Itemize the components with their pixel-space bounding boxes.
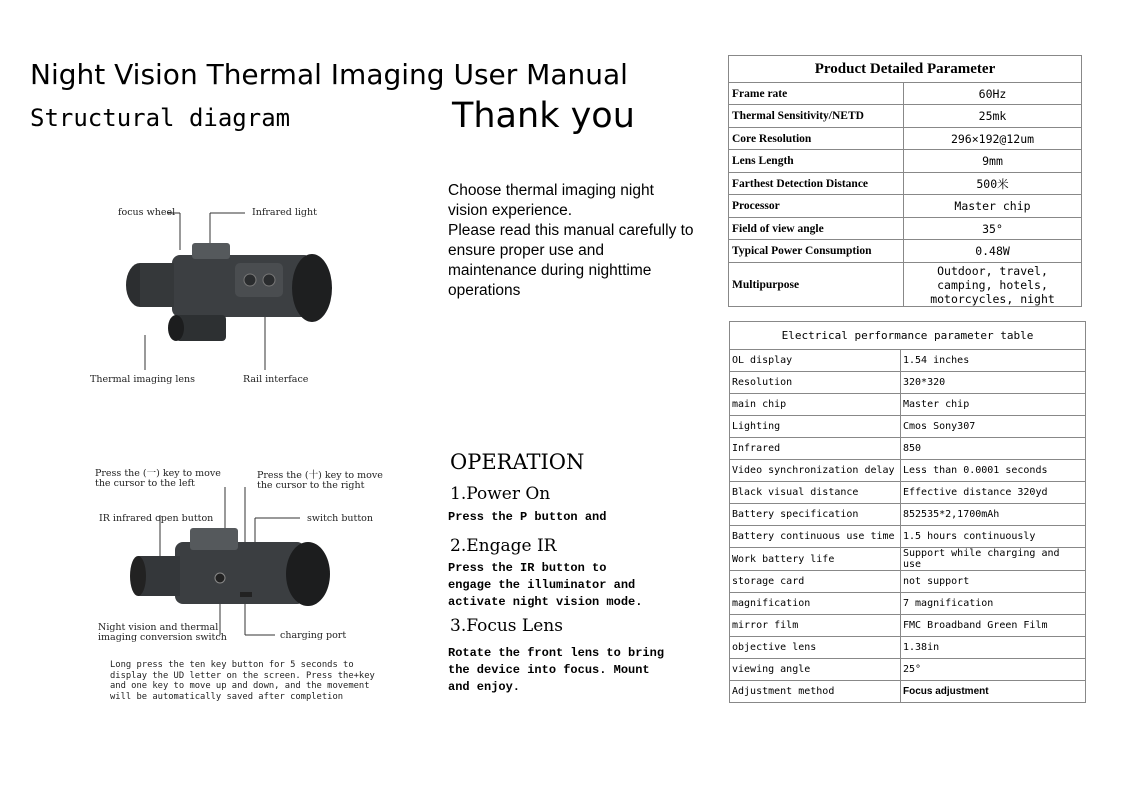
intro-line: operations [448, 282, 521, 299]
table-row: Multipurpose Outdoor, travel, camping, hotels, motorcycles, night [729, 263, 1082, 307]
intro-paragraph [448, 181, 718, 301]
page-title: Night Vision Thermal Imaging User Manual [30, 58, 628, 91]
plus-key-label: Press the (十) key to move the cursor to the right [257, 470, 383, 491]
product-table-title: Product Detailed Parameter [729, 56, 1082, 83]
table-row: Adjustment method Focus adjustment [730, 681, 1086, 703]
electrical-parameter-table [729, 321, 1086, 703]
ir-button-label: IR infrared open button [99, 513, 214, 524]
table-row: Black visual distance Effective distance 320yd [730, 482, 1086, 504]
thermal-lens-label: Thermal imaging lens [90, 374, 196, 385]
thank-you-heading: Thank you [452, 96, 635, 136]
step-power-on-heading: 1.Power On [450, 484, 551, 504]
table-row: Farthest Detection Distance 500米 [729, 173, 1082, 195]
structural-diagram-title: Structural diagram [30, 104, 291, 132]
table-row: Resolution 320*320 [730, 372, 1086, 394]
table-row: Lighting Cmos Sony307 [730, 416, 1086, 438]
conversion-switch-label: Night vision and thermal imaging conversion switch [98, 622, 227, 643]
intro-line: Choose thermal imaging night [448, 182, 654, 199]
intro-line: Please read this manual carefully to [448, 222, 694, 239]
step-engage-ir-text: Press the IR button to engage the illuminator and activate night vision mode. [448, 561, 643, 609]
table-row: Video synchronization delay Less than 0.0001 seconds [730, 460, 1086, 482]
table-row: objective lens 1.38in [730, 637, 1086, 659]
table-row: Work battery life Support while charging and use [730, 548, 1086, 571]
table-row: Core Resolution 296×192@12um [729, 128, 1082, 150]
table-row: Typical Power Consumption 0.48W [729, 240, 1082, 263]
electrical-table-title: Electrical performance parameter table [730, 322, 1086, 350]
minus-key-label: Press the (一) key to move the cursor to the left [95, 468, 221, 489]
step-focus-lens-heading: 3.Focus Lens [450, 616, 563, 636]
table-row: viewing angle 25° [730, 659, 1086, 681]
infrared-light-label: Infrared light [252, 207, 317, 218]
table-row: magnification 7 magnification [730, 593, 1086, 615]
table-row: Processor Master chip [729, 195, 1082, 218]
focus-wheel-label: focus wheel [118, 207, 176, 218]
rail-interface-label: Rail interface [243, 374, 309, 385]
intro-line: ensure proper use and [448, 242, 604, 259]
switch-button-label: switch button [307, 513, 373, 524]
intro-line: vision experience. [448, 202, 573, 219]
table-row: Battery specification 852535*2,1700mAh [730, 504, 1086, 526]
product-parameter-table [728, 55, 1082, 307]
device-diagram-top [80, 195, 380, 395]
table-row: mirror film FMC Broadband Green Film [730, 615, 1086, 637]
step-engage-ir-heading: 2.Engage IR [450, 536, 557, 556]
table-row: OL display 1.54 inches [730, 350, 1086, 372]
operation-heading: OPERATION [450, 450, 585, 474]
table-row: Field of view angle 35° [729, 218, 1082, 240]
long-press-note: Long press the ten key button for 5 seconds to display the UD letter on the screen. Press the+key and one key to move up and down, and the movement will be automatically saved after completion [110, 660, 375, 702]
table-row: Battery continuous use time 1.5 hours continuously [730, 526, 1086, 548]
intro-line: maintenance during nighttime [448, 262, 652, 279]
table-row: Infrared 850 [730, 438, 1086, 460]
table-row: Thermal Sensitivity/NETD 25mk [729, 105, 1082, 128]
table-row: storage card not support [730, 571, 1086, 593]
table-row: main chip Master chip [730, 394, 1086, 416]
step-power-on-text: Press the P button and [448, 510, 607, 524]
table-row: Frame rate 60Hz [729, 83, 1082, 105]
charging-port-label: charging port [280, 630, 347, 641]
table-row: Lens Length 9mm [729, 150, 1082, 173]
step-focus-lens-text: Rotate the front lens to bring the device into focus. Mount and enjoy. [448, 646, 665, 694]
